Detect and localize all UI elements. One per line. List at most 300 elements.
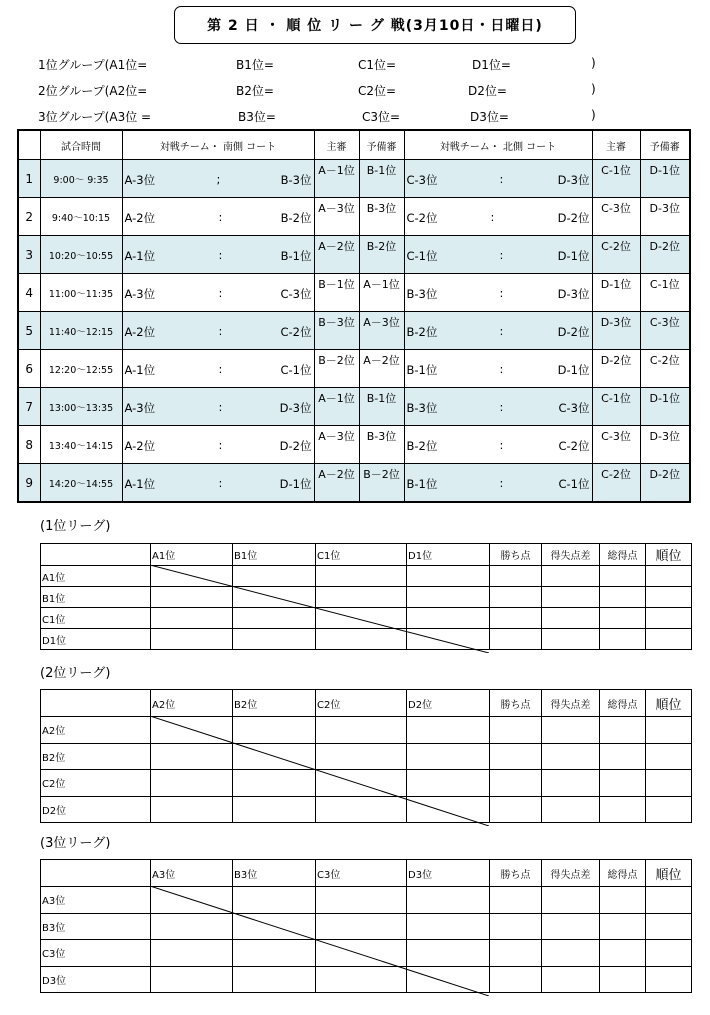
result-cell	[600, 629, 646, 650]
south-away-team: C-3位	[280, 287, 312, 301]
result-cell	[600, 796, 646, 823]
south-referee: B－2位	[314, 350, 359, 388]
schedule-row	[18, 198, 690, 236]
result-cell	[407, 566, 490, 587]
north-reserve: D-3位	[640, 198, 690, 236]
league-row	[41, 887, 692, 914]
result-cell	[646, 770, 692, 797]
south-reserve: B－2位	[359, 464, 404, 503]
north-separator: :	[499, 438, 504, 452]
south-separator: :	[218, 476, 223, 490]
result-cell	[407, 966, 490, 993]
team-row-header: B3位	[41, 913, 151, 940]
result-cell	[600, 743, 646, 770]
north-home-team: C-1位	[406, 249, 438, 263]
team-column-header: C3位	[316, 860, 407, 887]
result-cell	[151, 587, 233, 608]
south-reserve: A－1位	[359, 274, 404, 312]
league-row	[41, 940, 692, 967]
result-cell	[233, 587, 316, 608]
south-home-team: A-1位	[124, 363, 156, 377]
match-time: 10:20～10:55	[40, 236, 122, 274]
result-cell	[490, 587, 542, 608]
match-time: 11:40～12:15	[40, 312, 122, 350]
schedule-row	[18, 236, 690, 274]
league-row	[41, 966, 692, 993]
result-cell	[490, 717, 542, 744]
south-separator: :	[218, 400, 223, 414]
wins-header: 勝ち点	[490, 860, 542, 887]
diff-header: 得失点差	[542, 690, 600, 717]
south-away-team: B-1位	[280, 249, 312, 263]
result-cell	[490, 887, 542, 914]
north-away-team: D-1位	[557, 249, 590, 263]
result-cell	[151, 608, 233, 629]
header-time: 試合時間	[40, 130, 122, 160]
league-row	[41, 770, 692, 797]
result-cell	[600, 913, 646, 940]
south-home-team: A-3位	[124, 173, 156, 187]
corner-cell	[41, 860, 151, 887]
league-3-title: (3位リーグ)	[40, 836, 111, 851]
south-away-team: C-2位	[280, 325, 312, 339]
match-number: 8	[18, 426, 40, 464]
south-referee: B－3位	[314, 312, 359, 350]
south-referee: A－2位	[314, 464, 359, 503]
result-cell	[646, 608, 692, 629]
group-line-3: 3位グループ(A3位 = B3位= C3位= D3位= )	[38, 108, 596, 124]
team-row-header: C1位	[41, 608, 151, 629]
result-cell	[646, 966, 692, 993]
north-away-team: D-3位	[557, 287, 590, 301]
south-separator: :	[218, 210, 223, 224]
team-column-header: D3位	[407, 860, 490, 887]
result-cell	[542, 966, 600, 993]
result-cell	[407, 887, 490, 914]
north-referee: C-3位	[592, 198, 640, 236]
league-row	[41, 796, 692, 823]
team-column-header: C1位	[316, 544, 407, 566]
north-home-team: B-1位	[406, 477, 438, 491]
page-title: 第 2 日 ・ 順 位 リ ー グ 戦(3月10日・日曜日)	[174, 6, 576, 44]
result-cell	[233, 608, 316, 629]
south-reserve: A－3位	[359, 312, 404, 350]
north-separator: :	[499, 286, 504, 300]
result-cell	[233, 913, 316, 940]
result-cell	[316, 796, 407, 823]
result-cell	[151, 887, 233, 914]
south-separator: ;	[216, 172, 221, 186]
north-away-team: D-1位	[557, 363, 590, 377]
team-row-header: A2位	[41, 717, 151, 744]
north-referee: C-1位	[592, 388, 640, 426]
team-column-header: A1位	[151, 544, 233, 566]
north-reserve: D-2位	[640, 464, 690, 503]
league-table	[40, 859, 692, 993]
south-separator: :	[218, 286, 223, 300]
result-cell	[600, 717, 646, 744]
result-cell	[407, 940, 490, 967]
north-separator: :	[499, 324, 504, 338]
north-home-team: C-3位	[406, 173, 438, 187]
result-cell	[600, 587, 646, 608]
south-match	[122, 426, 314, 464]
total-header: 総得点	[600, 544, 646, 566]
south-separator: :	[218, 438, 223, 452]
league-row	[41, 566, 692, 587]
north-match	[404, 388, 592, 426]
north-reserve: C-3位	[640, 312, 690, 350]
league-1-title: (1位リーグ)	[40, 519, 111, 534]
result-cell	[600, 940, 646, 967]
result-cell	[490, 629, 542, 650]
result-cell	[316, 770, 407, 797]
league-table	[40, 689, 692, 823]
schedule-row	[18, 274, 690, 312]
match-time: 13:40～14:15	[40, 426, 122, 464]
result-cell	[316, 717, 407, 744]
south-match	[122, 312, 314, 350]
league-row	[41, 743, 692, 770]
result-cell	[233, 743, 316, 770]
match-number: 4	[18, 274, 40, 312]
total-header: 総得点	[600, 860, 646, 887]
schedule-row	[18, 464, 690, 503]
result-cell	[490, 796, 542, 823]
north-referee: D-2位	[592, 350, 640, 388]
result-cell	[233, 629, 316, 650]
north-referee: C-3位	[592, 426, 640, 464]
league-header	[41, 690, 692, 717]
result-cell	[542, 940, 600, 967]
match-time: 13:00～13:35	[40, 388, 122, 426]
result-cell	[490, 770, 542, 797]
result-cell	[600, 608, 646, 629]
result-cell	[233, 966, 316, 993]
north-match	[404, 350, 592, 388]
result-cell	[407, 608, 490, 629]
league-row	[41, 587, 692, 608]
league-row	[41, 608, 692, 629]
header-reserve-2: 予備審	[640, 130, 690, 160]
result-cell	[407, 770, 490, 797]
result-cell	[600, 887, 646, 914]
north-match	[404, 160, 592, 198]
result-cell	[542, 796, 600, 823]
league-header	[41, 860, 692, 887]
result-cell	[490, 566, 542, 587]
rank-header: 順位	[646, 544, 692, 566]
north-reserve: D-1位	[640, 388, 690, 426]
north-referee: C-2位	[592, 464, 640, 503]
south-reserve: B-3位	[359, 198, 404, 236]
south-home-team: A-3位	[124, 287, 156, 301]
result-cell	[490, 940, 542, 967]
result-cell	[490, 913, 542, 940]
result-cell	[542, 566, 600, 587]
result-cell	[316, 940, 407, 967]
result-cell	[151, 796, 233, 823]
team-column-header: B2位	[233, 690, 316, 717]
result-cell	[316, 629, 407, 650]
league-row	[41, 913, 692, 940]
team-column-header: D1位	[407, 544, 490, 566]
result-cell	[646, 629, 692, 650]
schedule-row	[18, 388, 690, 426]
south-home-team: A-1位	[124, 249, 156, 263]
match-number: 2	[18, 198, 40, 236]
result-cell	[407, 587, 490, 608]
team-row-header: B1位	[41, 587, 151, 608]
team-row-header: B2位	[41, 743, 151, 770]
result-cell	[407, 913, 490, 940]
south-separator: :	[218, 362, 223, 376]
result-cell	[600, 966, 646, 993]
result-cell	[542, 913, 600, 940]
result-cell	[151, 940, 233, 967]
result-cell	[646, 940, 692, 967]
result-cell	[316, 913, 407, 940]
group-line-2: 2位グループ(A2位= B2位= C2位= D2位= )	[38, 82, 596, 98]
wins-header: 勝ち点	[490, 544, 542, 566]
south-reserve: A－2位	[359, 350, 404, 388]
north-separator: :	[499, 362, 504, 376]
match-time: 14:20～14:55	[40, 464, 122, 503]
north-reserve: C-1位	[640, 274, 690, 312]
south-away-team: B-2位	[280, 211, 312, 225]
league-row	[41, 629, 692, 650]
north-home-team: B-2位	[406, 325, 438, 339]
north-referee: D-1位	[592, 274, 640, 312]
south-match	[122, 464, 314, 503]
result-cell	[233, 566, 316, 587]
result-cell	[542, 629, 600, 650]
south-home-team: A-2位	[124, 439, 156, 453]
team-row-header: A1位	[41, 566, 151, 587]
match-number: 1	[18, 160, 40, 198]
north-home-team: C-2位	[406, 211, 438, 225]
total-header: 総得点	[600, 690, 646, 717]
league-row	[41, 717, 692, 744]
south-separator: :	[218, 324, 223, 338]
south-home-team: A-2位	[124, 211, 156, 225]
south-referee: A－3位	[314, 198, 359, 236]
south-away-team: D-1位	[279, 477, 312, 491]
match-number: 3	[18, 236, 40, 274]
north-match	[404, 426, 592, 464]
result-cell	[646, 887, 692, 914]
south-match	[122, 274, 314, 312]
result-cell	[316, 966, 407, 993]
result-cell	[490, 608, 542, 629]
south-referee: A－2位	[314, 236, 359, 274]
header-reserve: 予備審	[359, 130, 404, 160]
match-time: 9:40～10:15	[40, 198, 122, 236]
league-header	[41, 544, 692, 566]
match-time: 9:00～ 9:35	[40, 160, 122, 198]
north-home-team: B-1位	[406, 363, 438, 377]
north-away-team: D-3位	[557, 173, 590, 187]
group-line-1: 1位グループ(A1位= B1位= C1位= D1位= )	[38, 56, 596, 72]
north-match	[404, 198, 592, 236]
result-cell	[407, 629, 490, 650]
match-number: 9	[18, 464, 40, 503]
match-number: 7	[18, 388, 40, 426]
result-cell	[542, 717, 600, 744]
league-2-title: (2位リーグ)	[40, 666, 111, 681]
result-cell	[233, 796, 316, 823]
south-match	[122, 236, 314, 274]
south-away-team: D-3位	[279, 401, 312, 415]
north-reserve: C-2位	[640, 350, 690, 388]
match-time: 11:00～11:35	[40, 274, 122, 312]
north-separator: :	[490, 210, 495, 224]
team-column-header: B3位	[233, 860, 316, 887]
header-north: 対戦チーム・ 北側 コート	[404, 130, 592, 160]
result-cell	[542, 743, 600, 770]
team-column-header: A2位	[151, 690, 233, 717]
result-cell	[407, 796, 490, 823]
north-away-team: D-2位	[557, 325, 590, 339]
result-cell	[646, 743, 692, 770]
south-match	[122, 160, 314, 198]
south-match	[122, 388, 314, 426]
south-referee: A－3位	[314, 426, 359, 464]
north-match	[404, 464, 592, 503]
result-cell	[151, 743, 233, 770]
team-row-header: D1位	[41, 629, 151, 650]
result-cell	[151, 566, 233, 587]
south-separator: :	[218, 248, 223, 262]
diff-header: 得失点差	[542, 544, 600, 566]
south-away-team: C-1位	[280, 363, 312, 377]
result-cell	[316, 608, 407, 629]
header-referee: 主審	[314, 130, 359, 160]
team-row-header: C2位	[41, 770, 151, 797]
north-match	[404, 312, 592, 350]
north-away-team: D-2位	[557, 211, 590, 225]
corner-cell	[41, 544, 151, 566]
team-column-header: B1位	[233, 544, 316, 566]
result-cell	[600, 770, 646, 797]
south-referee: A－1位	[314, 388, 359, 426]
result-cell	[407, 717, 490, 744]
wins-header: 勝ち点	[490, 690, 542, 717]
rank-header: 順位	[646, 690, 692, 717]
result-cell	[646, 717, 692, 744]
team-row-header: A3位	[41, 887, 151, 914]
match-number: 5	[18, 312, 40, 350]
result-cell	[542, 770, 600, 797]
schedule-header	[18, 130, 690, 160]
north-separator: :	[499, 248, 504, 262]
north-match	[404, 274, 592, 312]
south-reserve: B-3位	[359, 426, 404, 464]
schedule-row	[18, 312, 690, 350]
result-cell	[316, 743, 407, 770]
result-cell	[233, 770, 316, 797]
north-reserve: D-3位	[640, 426, 690, 464]
result-cell	[233, 940, 316, 967]
south-away-team: D-2位	[279, 439, 312, 453]
south-reserve: B-1位	[359, 388, 404, 426]
north-away-team: C-2位	[558, 439, 590, 453]
result-cell	[542, 887, 600, 914]
team-column-header: C2位	[316, 690, 407, 717]
rank-header: 順位	[646, 860, 692, 887]
result-cell	[233, 717, 316, 744]
result-cell	[151, 913, 233, 940]
north-separator: :	[499, 172, 504, 186]
north-referee: D-3位	[592, 312, 640, 350]
result-cell	[646, 587, 692, 608]
north-away-team: C-1位	[558, 477, 590, 491]
south-match	[122, 350, 314, 388]
result-cell	[316, 887, 407, 914]
south-match	[122, 198, 314, 236]
result-cell	[151, 717, 233, 744]
schedule-row	[18, 350, 690, 388]
result-cell	[151, 966, 233, 993]
south-reserve: B-2位	[359, 236, 404, 274]
north-referee: C-2位	[592, 236, 640, 274]
south-away-team: B-3位	[280, 173, 312, 187]
south-referee: B－1位	[314, 274, 359, 312]
result-cell	[600, 566, 646, 587]
north-referee: C-1位	[592, 160, 640, 198]
result-cell	[316, 566, 407, 587]
north-away-team: C-3位	[558, 401, 590, 415]
south-reserve: B-1位	[359, 160, 404, 198]
south-home-team: A-2位	[124, 325, 156, 339]
north-separator: :	[499, 476, 504, 490]
result-cell	[151, 770, 233, 797]
north-separator: :	[499, 400, 504, 414]
header-south: 対戦チーム・ 南側 コート	[122, 130, 314, 160]
result-cell	[646, 566, 692, 587]
schedule-row	[18, 160, 690, 198]
team-column-header: D2位	[407, 690, 490, 717]
result-cell	[490, 966, 542, 993]
result-cell	[542, 587, 600, 608]
corner-cell	[41, 690, 151, 717]
team-row-header: C3位	[41, 940, 151, 967]
north-home-team: B-2位	[406, 439, 438, 453]
schedule-row	[18, 426, 690, 464]
league-table	[40, 543, 692, 650]
north-home-team: B-3位	[406, 401, 438, 415]
south-home-team: A-1位	[124, 477, 156, 491]
header-referee-2: 主審	[592, 130, 640, 160]
south-home-team: A-3位	[124, 401, 156, 415]
north-reserve: D-1位	[640, 160, 690, 198]
result-cell	[316, 587, 407, 608]
result-cell	[151, 629, 233, 650]
team-column-header: A3位	[151, 860, 233, 887]
schedule-table	[17, 129, 691, 503]
result-cell	[542, 608, 600, 629]
result-cell	[646, 913, 692, 940]
team-row-header: D2位	[41, 796, 151, 823]
diff-header: 得失点差	[542, 860, 600, 887]
match-number: 6	[18, 350, 40, 388]
north-reserve: D-2位	[640, 236, 690, 274]
result-cell	[646, 796, 692, 823]
result-cell	[407, 743, 490, 770]
header-no	[18, 130, 40, 160]
match-time: 12:20～12:55	[40, 350, 122, 388]
north-match	[404, 236, 592, 274]
